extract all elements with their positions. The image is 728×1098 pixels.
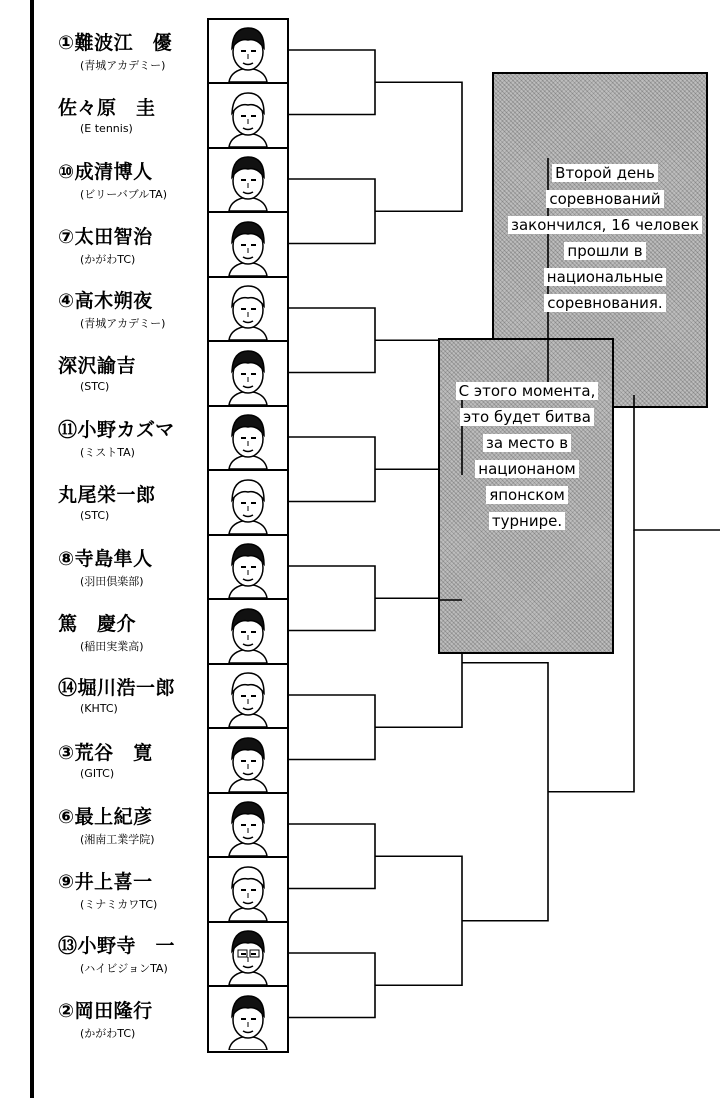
player-name: ⑥最上紀彦	[58, 806, 153, 828]
player-club: (GITC)	[80, 766, 115, 780]
player-club: (湘南工業学院)	[80, 833, 155, 846]
player-club: (STC)	[80, 508, 110, 522]
player-club: (ミナミカワTC)	[80, 897, 158, 911]
player-club: (青城アカデミー)	[80, 59, 166, 72]
player-name: ②岡田隆行	[58, 999, 153, 1022]
player-name: ⑨井上喜一	[58, 870, 153, 893]
player-name: ⑩成清博人	[58, 161, 153, 183]
player-name: ⑧寺島隼人	[58, 548, 153, 570]
caption-top: Второй день соревнований закончился, 16 человек прошли в национальные соревнования.	[508, 160, 702, 316]
player-name: ④高木朔夜	[58, 290, 153, 312]
player-club: (STC)	[80, 379, 110, 393]
player-name: ⑦太田智治	[58, 225, 153, 248]
caption-bottom: С этого момента, это будет битва за место в национаном японском турнире.	[452, 378, 602, 534]
player-club: (かがわTC)	[80, 1026, 136, 1040]
player-club: (ミストTA)	[80, 446, 135, 459]
player-club: (E tennis)	[80, 121, 133, 135]
player-club: (KHTC)	[80, 702, 118, 715]
player-club: (稲田実業高)	[80, 639, 144, 653]
player-name: 深沢諭吉	[58, 354, 137, 377]
player-name: ⑬小野寺 一	[58, 935, 176, 957]
player-name: 丸尾栄一郎	[58, 483, 156, 506]
player-name: ③荒谷 寛	[58, 741, 153, 764]
player-name: ⑭堀川浩一郎	[58, 677, 176, 699]
player-club: (かがわTC)	[80, 252, 136, 266]
player-name: 篤 慶介	[58, 612, 137, 635]
player-name: ①難波江 優	[58, 32, 173, 54]
player-name: ⑪小野カズマ	[58, 419, 175, 441]
player-club: (青城アカデミー)	[80, 317, 166, 330]
player-name: 佐々原 圭	[58, 96, 156, 119]
player-club: (ハイビジョンTA)	[80, 962, 168, 975]
player-club: (ビリーバブルTA)	[80, 188, 167, 201]
player-club: (羽田倶楽部)	[80, 575, 144, 588]
